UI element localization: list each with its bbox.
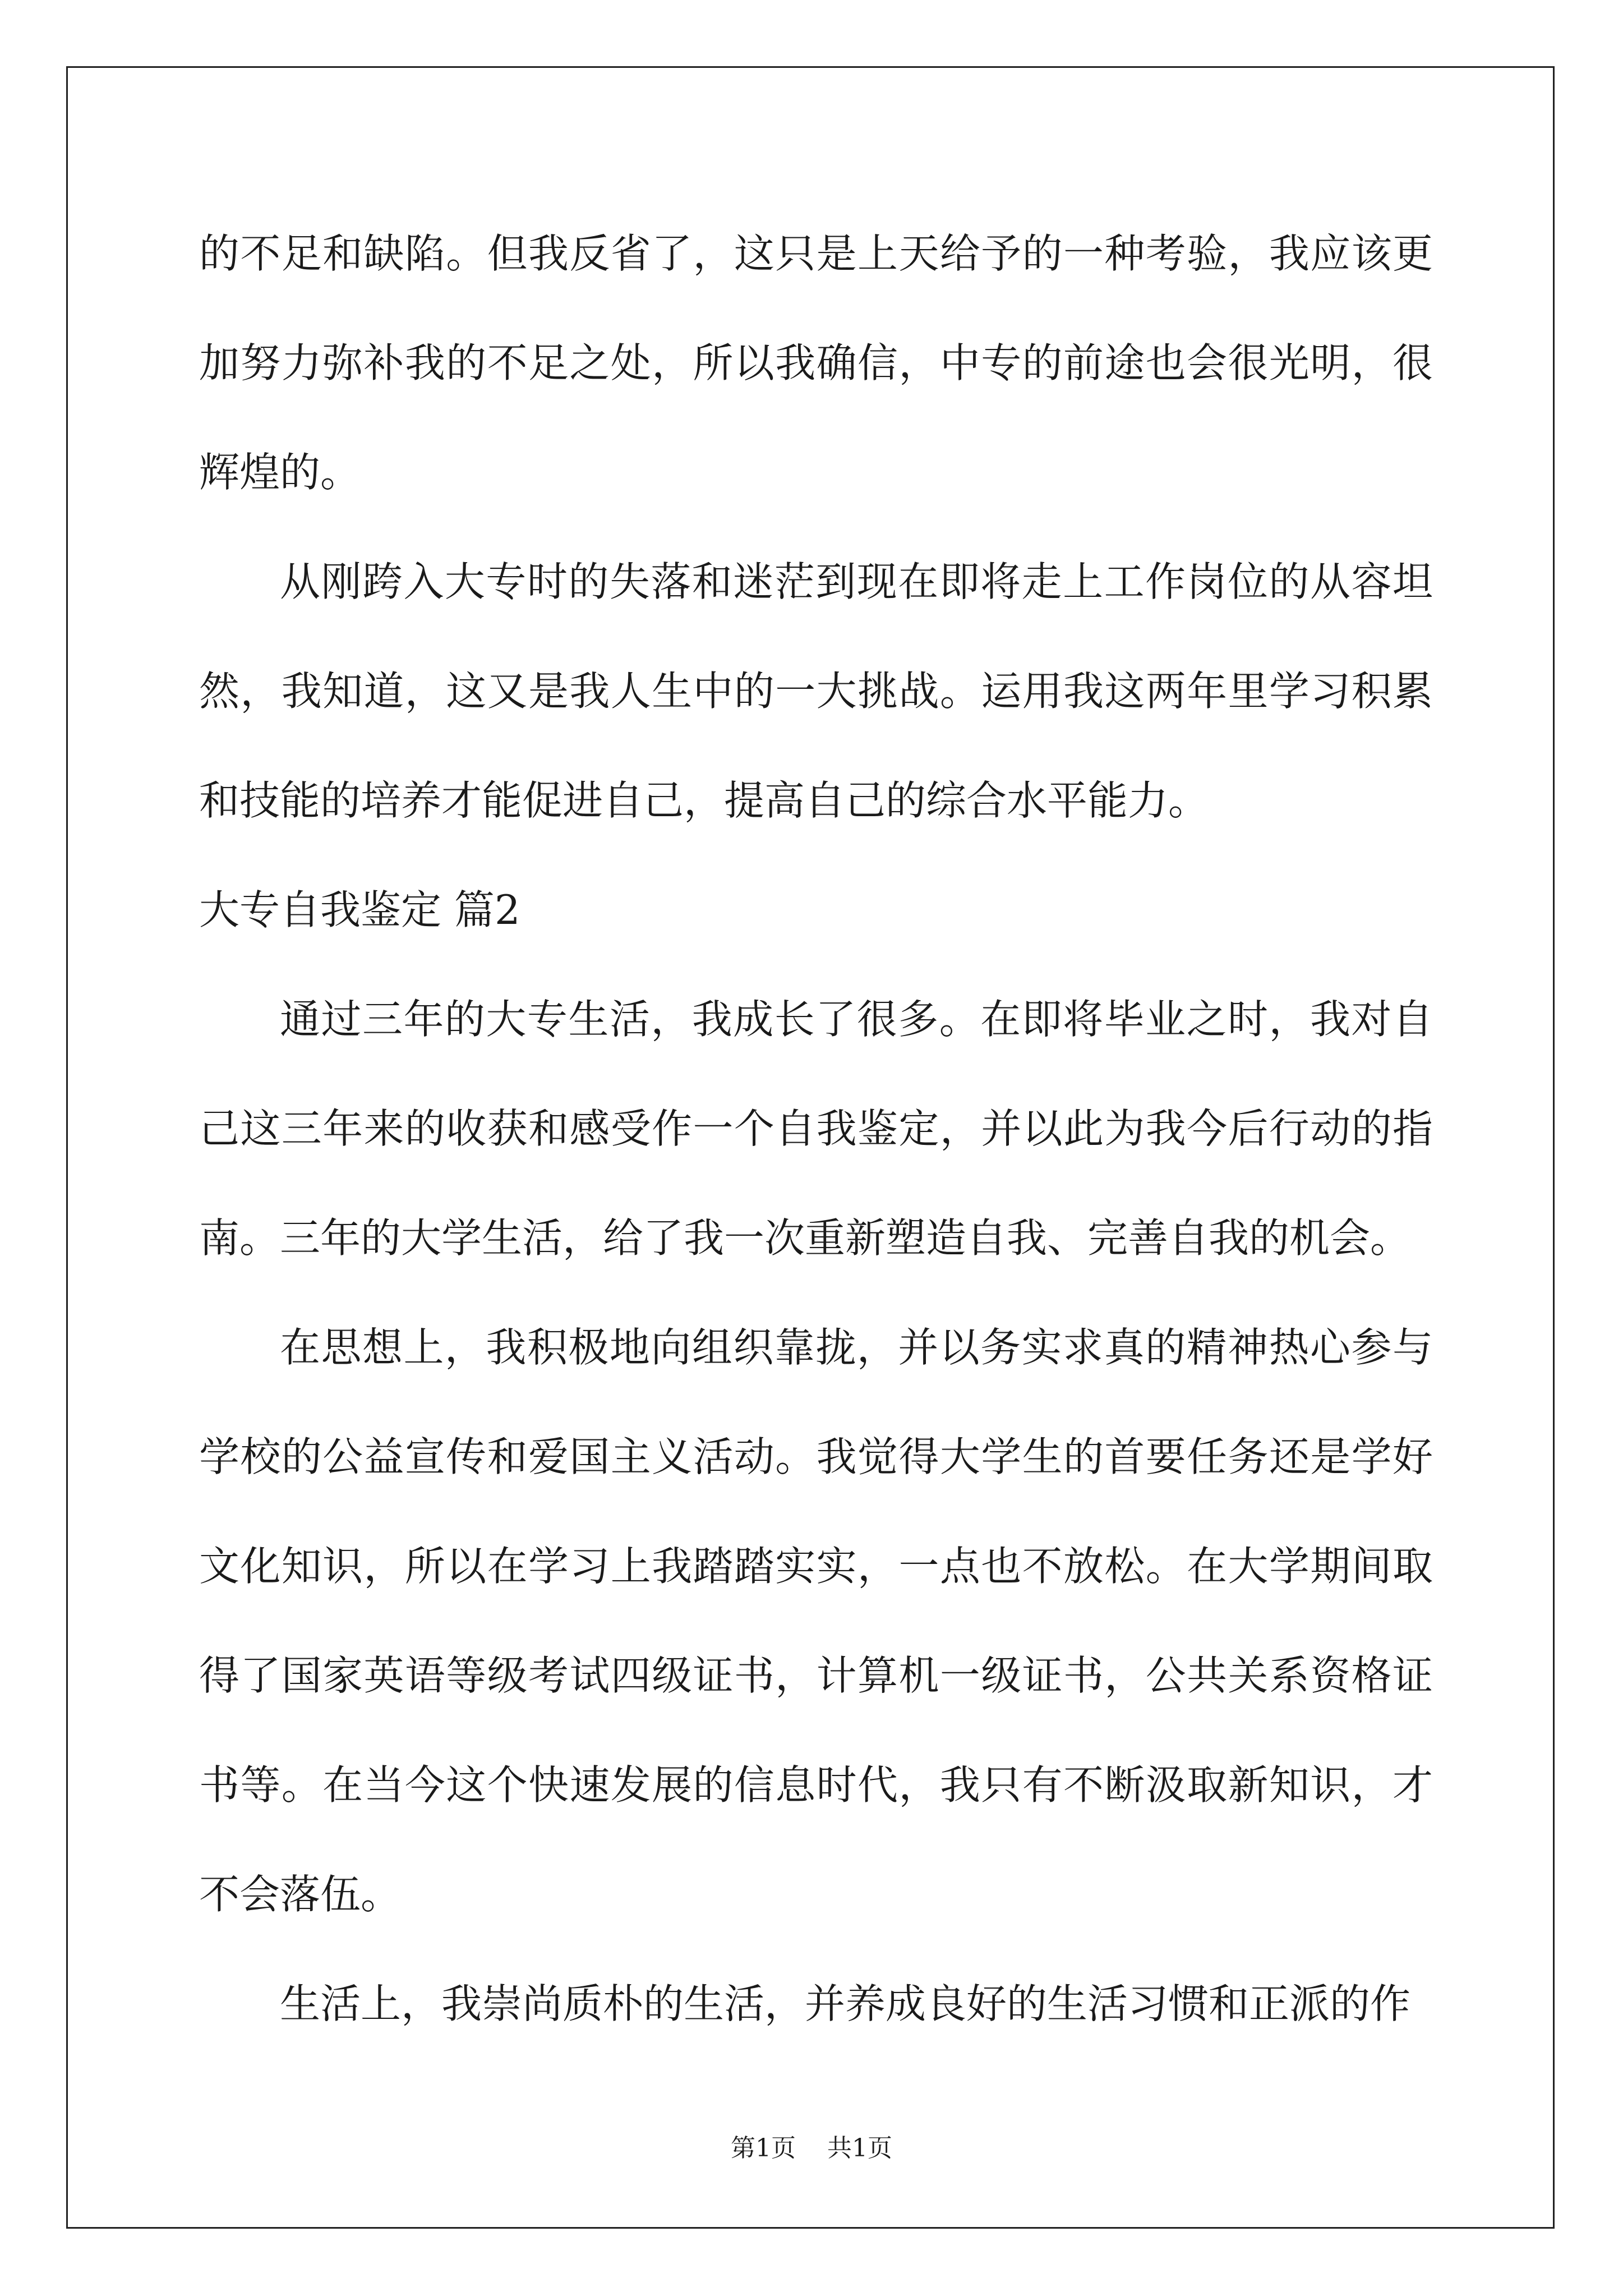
- text-line: 然，我知道，这又是我人生中的一大挑战。运用我这两年里学习积累: [199, 668, 1433, 715]
- text-line: 文化知识，所以在学习上我踏踏实实，一点也不放松。在大学期间取: [199, 1543, 1433, 1590]
- text-line: 的不足和缺陷。但我反省了，这只是上天给予的一种考验，我应该更: [199, 230, 1433, 277]
- text-line: 在思想上，我积极地向组织靠拢，并以务实求真的精神热心参与: [280, 1324, 1433, 1371]
- paragraph: [199, 965, 1433, 1293]
- text-line: 生活上，我崇尚质朴的生活，并养成良好的生活习惯和正派的作: [280, 1980, 1411, 2027]
- text-line: 和技能的培养才能促进自己，提高自己的综合水平能力。: [199, 777, 1209, 824]
- page-total: 共1页: [827, 2134, 892, 2162]
- text-line: 辉煌的。: [199, 449, 361, 496]
- text-line: 从刚跨入大专时的失落和迷茫到现在即将走上工作岗位的从容坦: [280, 558, 1433, 605]
- text-line: 不会落伍。: [199, 1871, 402, 1918]
- text-line: 得了国家英语等级考试四级证书，计算机一级证书，公共关系资格证: [199, 1652, 1433, 1699]
- paragraph: [199, 1293, 1433, 1949]
- heading-text: 大专自我鉴定 篇2: [199, 886, 520, 933]
- paragraph: [199, 199, 1433, 527]
- paragraph: [199, 527, 1433, 855]
- page-number: 第1页: [731, 2134, 796, 2162]
- text-line: 学校的公益宣传和爱国主义活动。我觉得大学生的首要任务还是学好: [199, 1433, 1433, 1480]
- text-line: 己这三年来的收获和感受作一个自我鉴定，并以此为我今后行动的指: [199, 1105, 1433, 1152]
- document-body: [199, 199, 1433, 2059]
- section-heading: [199, 855, 1433, 965]
- paragraph: [199, 1949, 1433, 2059]
- page-footer: [0, 2132, 1623, 2165]
- text-line: 通过三年的大专生活，我成长了很多。在即将毕业之时，我对自: [280, 996, 1433, 1043]
- text-line: 加努力弥补我的不足之处，所以我确信，中专的前途也会很光明，很: [199, 339, 1433, 386]
- text-line: 书等。在当今这个快速发展的信息时代，我只有不断汲取新知识，才: [199, 1761, 1433, 1809]
- text-line: 南。三年的大学生活，给了我一次重新塑造自我、完善自我的机会。: [199, 1214, 1411, 1262]
